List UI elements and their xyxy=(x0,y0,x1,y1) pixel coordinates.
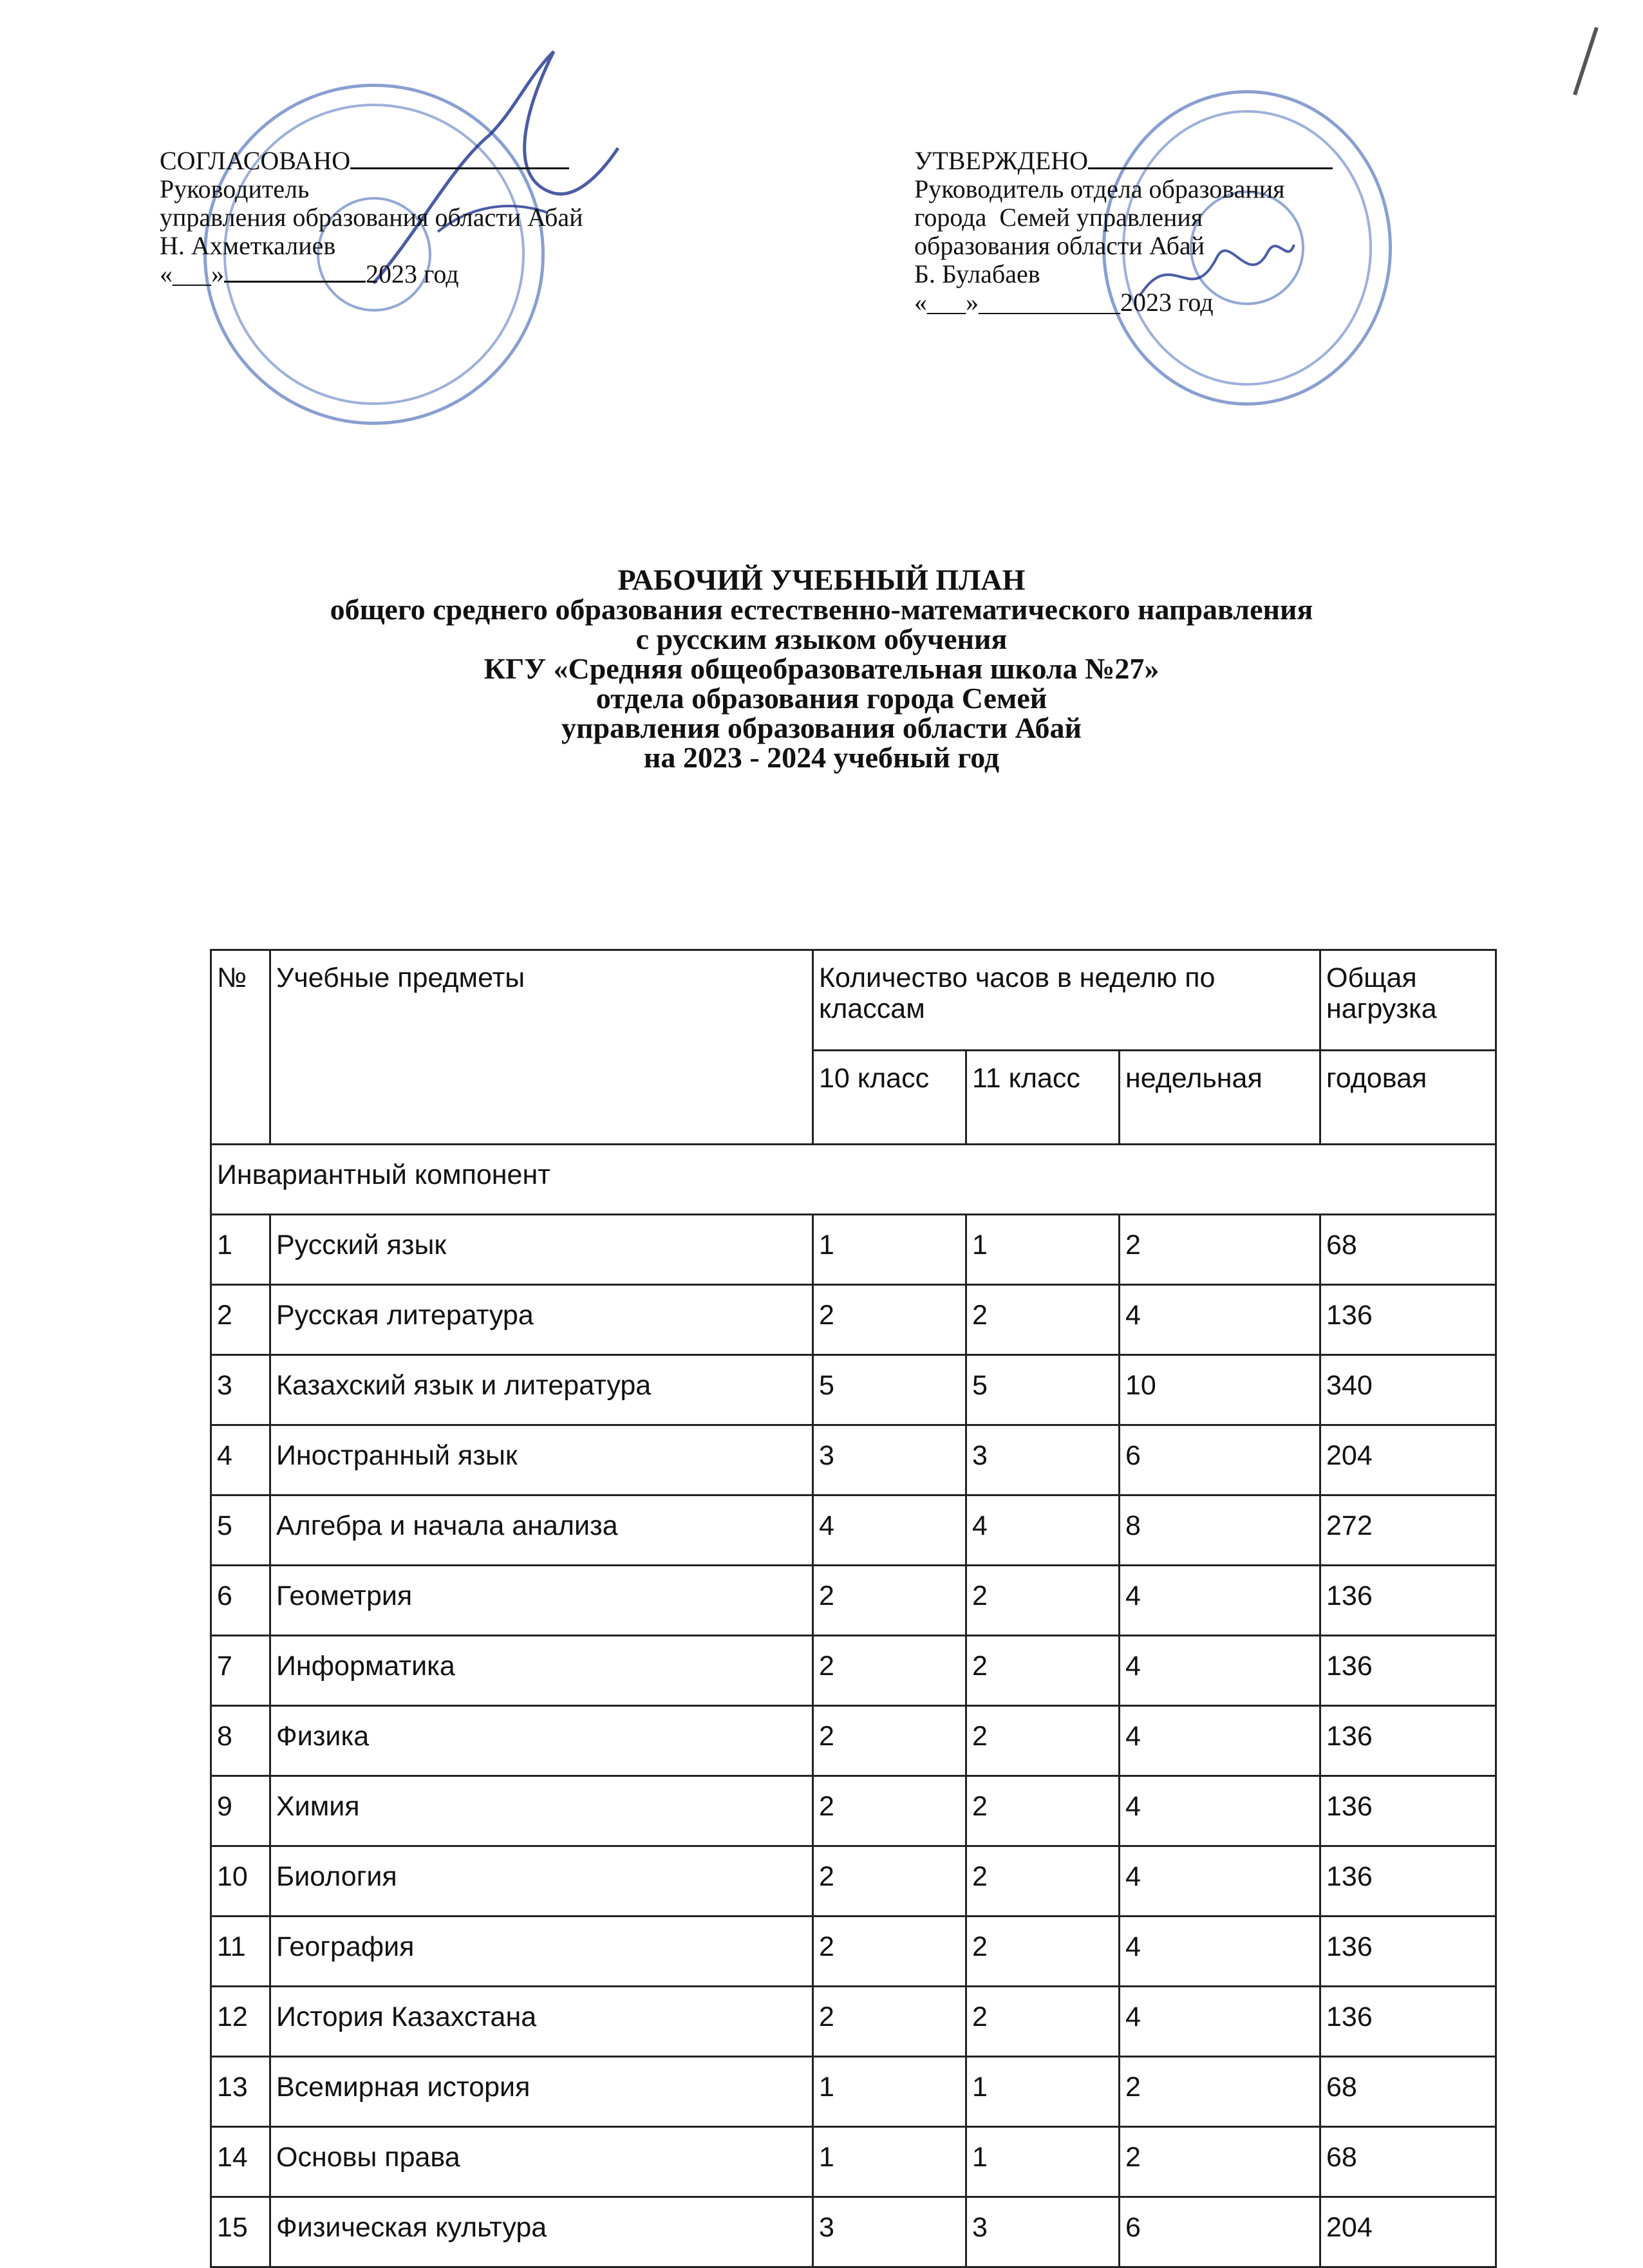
title-line: общего среднего образования естественно-математического направления xyxy=(330,593,1313,626)
cell-yearly: 204 xyxy=(1320,1425,1496,1495)
header-weekly: недельная xyxy=(1120,1051,1320,1145)
document-title xyxy=(0,565,1643,773)
cell-yearly: 68 xyxy=(1320,1215,1496,1285)
table-row xyxy=(211,1917,1496,1987)
cell-yearly: 136 xyxy=(1320,1636,1496,1706)
cell-number: 4 xyxy=(211,1425,270,1495)
cell-subject: Химия xyxy=(270,1776,813,1846)
header-grade-10: 10 класс xyxy=(813,1051,966,1145)
approval-organization-cont: образования области Абай xyxy=(914,231,1205,260)
cell-grade-11: 1 xyxy=(966,2127,1120,2197)
title-line: КГУ «Средняя общеобразовательная школа №27» xyxy=(484,652,1159,685)
cell-number: 6 xyxy=(211,1566,270,1636)
table-row xyxy=(211,1987,1496,2057)
cell-yearly: 136 xyxy=(1320,1285,1496,1355)
cell-grade-10: 2 xyxy=(813,1917,966,1987)
cell-yearly: 68 xyxy=(1320,2057,1496,2127)
cell-grade-10: 2 xyxy=(813,1566,966,1636)
cell-weekly: 10 xyxy=(1120,1355,1320,1425)
approval-heading: СОГЛАСОВАНО xyxy=(160,146,351,175)
cell-weekly: 4 xyxy=(1120,1706,1320,1776)
cell-grade-11: 3 xyxy=(966,1425,1120,1495)
approval-block-agreed xyxy=(160,147,583,288)
cell-weekly: 4 xyxy=(1120,1285,1320,1355)
cell-subject: Казахский язык и литература xyxy=(270,1355,813,1425)
cell-weekly: 4 xyxy=(1120,1566,1320,1636)
approval-position: Руководитель xyxy=(160,174,310,203)
header-hours: Количество часов в неделю по классам xyxy=(813,950,1320,1051)
cell-grade-11: 2 xyxy=(966,1917,1120,1987)
cell-grade-11: 2 xyxy=(966,1706,1120,1776)
cell-grade-11: 2 xyxy=(966,1846,1120,1917)
table-row xyxy=(211,1215,1496,1285)
cell-number: 15 xyxy=(211,2197,270,2267)
cell-subject: Всемирная история xyxy=(270,2057,813,2127)
cell-yearly: 340 xyxy=(1320,1355,1496,1425)
cell-subject: Алгебра и начала анализа xyxy=(270,1495,813,1566)
table-row xyxy=(211,2127,1496,2197)
cell-weekly: 2 xyxy=(1120,2127,1320,2197)
table-row xyxy=(211,1706,1496,1776)
cell-grade-11: 2 xyxy=(966,1285,1120,1355)
table-row xyxy=(211,1495,1496,1566)
cell-subject: Физическая культура xyxy=(270,2197,813,2267)
table-row xyxy=(211,1425,1496,1495)
approval-name: Б. Булабаев xyxy=(914,259,1040,288)
cell-weekly: 4 xyxy=(1120,1776,1320,1846)
cell-grade-10: 2 xyxy=(813,1987,966,2057)
signature-line xyxy=(1088,167,1333,169)
table-row xyxy=(211,2197,1496,2267)
cell-grade-10: 2 xyxy=(813,1706,966,1776)
cell-grade-11: 2 xyxy=(966,1566,1120,1636)
cell-yearly: 136 xyxy=(1320,1706,1496,1776)
cell-grade-10: 1 xyxy=(813,2057,966,2127)
cell-subject: Основы права xyxy=(270,2127,813,2197)
approval-block-approved xyxy=(914,147,1333,317)
cell-yearly: 204 xyxy=(1320,2197,1496,2267)
cell-yearly: 136 xyxy=(1320,1917,1496,1987)
table-row xyxy=(211,1566,1496,1636)
cell-grade-11: 2 xyxy=(966,1776,1120,1846)
approval-organization: города Семей управления xyxy=(914,203,1203,232)
approval-name: Н. Ахметкалиев xyxy=(160,231,336,260)
cell-yearly: 136 xyxy=(1320,1846,1496,1917)
cell-number: 8 xyxy=(211,1706,270,1776)
cell-subject: Русская литература xyxy=(270,1285,813,1355)
table-row xyxy=(211,2057,1496,2127)
cell-number: 12 xyxy=(211,1987,270,2057)
title-line: отдела образования города Семей xyxy=(596,682,1047,715)
title-line: на 2023 - 2024 учебный год xyxy=(643,741,1000,774)
cell-subject: Биология xyxy=(270,1846,813,1917)
cell-yearly: 136 xyxy=(1320,1566,1496,1636)
cell-subject: Физика xyxy=(270,1706,813,1776)
cell-weekly: 4 xyxy=(1120,1636,1320,1706)
approval-date: «___»___________2023 год xyxy=(914,288,1214,317)
header-subject: Учебные предметы xyxy=(270,950,813,1145)
cell-number: 13 xyxy=(211,2057,270,2127)
cell-grade-10: 3 xyxy=(813,1425,966,1495)
header-number: № xyxy=(211,950,270,1145)
cell-subject: Русский язык xyxy=(270,1215,813,1285)
cell-grade-11: 1 xyxy=(966,2057,1120,2127)
title-line: управления образования области Абай xyxy=(561,711,1082,744)
cell-grade-10: 1 xyxy=(813,2127,966,2197)
approval-date-year: 2023 год xyxy=(366,259,459,288)
cell-yearly: 136 xyxy=(1320,1987,1496,2057)
cell-grade-10: 2 xyxy=(813,1285,966,1355)
cell-grade-11: 2 xyxy=(966,1987,1120,2057)
cell-grade-10: 4 xyxy=(813,1495,966,1566)
approval-organization: управления образования области Абай xyxy=(160,203,583,232)
cell-number: 1 xyxy=(211,1215,270,1285)
approval-date-day: «___» xyxy=(160,259,224,288)
header-total: Общая нагрузка xyxy=(1320,950,1496,1051)
cell-number: 11 xyxy=(211,1917,270,1987)
cell-weekly: 4 xyxy=(1120,1987,1320,2057)
cell-grade-11: 4 xyxy=(966,1495,1120,1566)
title-line: РАБОЧИЙ УЧЕБНЫЙ ПЛАН xyxy=(617,563,1026,596)
cell-subject: Иностранный язык xyxy=(270,1425,813,1495)
cell-grade-11: 3 xyxy=(966,2197,1120,2267)
table-row xyxy=(211,1776,1496,1846)
cell-weekly: 8 xyxy=(1120,1495,1320,1566)
header-yearly: годовая xyxy=(1320,1051,1496,1145)
cell-weekly: 4 xyxy=(1120,1917,1320,1987)
table-row xyxy=(211,1285,1496,1355)
cell-grade-10: 3 xyxy=(813,2197,966,2267)
cell-number: 2 xyxy=(211,1285,270,1355)
pen-mark xyxy=(1573,27,1599,95)
cell-number: 9 xyxy=(211,1776,270,1846)
cell-grade-10: 5 xyxy=(813,1355,966,1425)
cell-number: 14 xyxy=(211,2127,270,2197)
cell-subject: География xyxy=(270,1917,813,1987)
cell-yearly: 272 xyxy=(1320,1495,1496,1566)
cell-weekly: 6 xyxy=(1120,1425,1320,1495)
signature-line xyxy=(350,167,569,169)
table-row xyxy=(211,1355,1496,1425)
cell-subject: Геометрия xyxy=(270,1566,813,1636)
cell-grade-10: 2 xyxy=(813,1776,966,1846)
header-grade-11: 11 класс xyxy=(966,1051,1120,1145)
cell-weekly: 2 xyxy=(1120,1215,1320,1285)
cell-number: 3 xyxy=(211,1355,270,1425)
cell-grade-10: 2 xyxy=(813,1846,966,1917)
approval-position: Руководитель отдела образования xyxy=(914,174,1285,203)
cell-subject: История Казахстана xyxy=(270,1987,813,2057)
cell-yearly: 136 xyxy=(1320,1776,1496,1846)
cell-weekly: 6 xyxy=(1120,2197,1320,2267)
cell-grade-10: 1 xyxy=(813,1215,966,1285)
cell-subject: Информатика xyxy=(270,1636,813,1706)
cell-grade-10: 2 xyxy=(813,1636,966,1706)
cell-number: 10 xyxy=(211,1846,270,1917)
curriculum-table xyxy=(210,949,1497,2268)
date-line xyxy=(224,281,366,283)
title-line: с русским языком обучения xyxy=(635,623,1008,655)
cell-weekly: 4 xyxy=(1120,1846,1320,1917)
cell-grade-11: 5 xyxy=(966,1355,1120,1425)
table-row xyxy=(211,1636,1496,1706)
cell-number: 5 xyxy=(211,1495,270,1566)
approval-heading: УТВЕРЖДЕНО xyxy=(914,146,1089,175)
cell-grade-11: 1 xyxy=(966,1215,1120,1285)
cell-grade-11: 2 xyxy=(966,1636,1120,1706)
cell-number: 7 xyxy=(211,1636,270,1706)
cell-weekly: 2 xyxy=(1120,2057,1320,2127)
section-heading: Инвариантный компонент xyxy=(211,1145,1496,1215)
table-row xyxy=(211,1846,1496,1917)
cell-yearly: 68 xyxy=(1320,2127,1496,2197)
